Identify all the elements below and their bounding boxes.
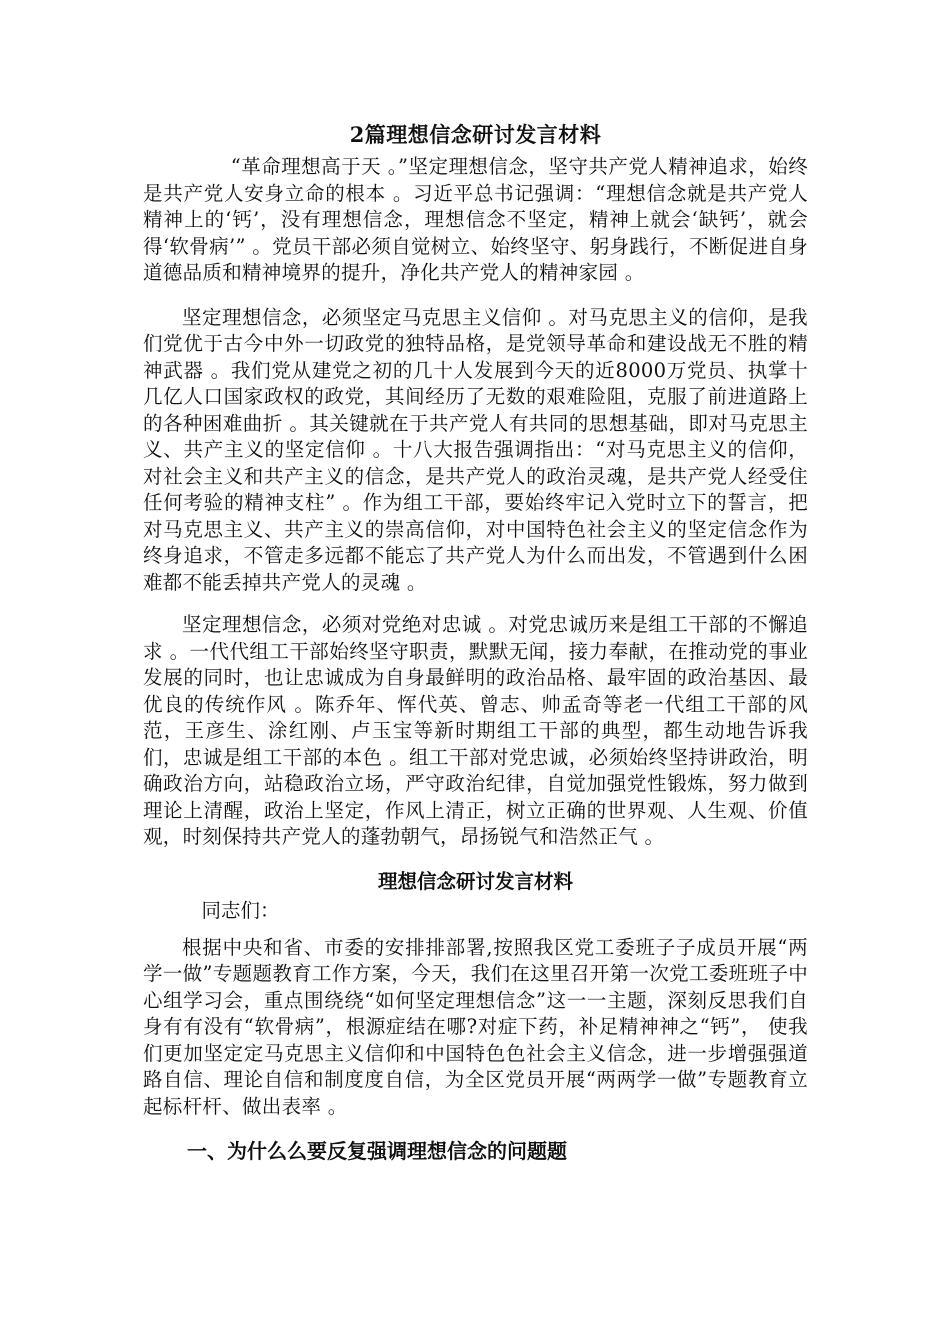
- paragraph-opening-remarks: 根据中央和省、市委的安排排部署,按照我区党工委班子子成员开展“两学一做”专题题教育工作方案，今天，我们在这里召开第一次党工委班班子中心组学习会，重点围绕绕“如何坚定理想信念”这一一主题，深刻反思我们自身有有没有“软骨病”，根源症结在哪?对症下药，补足精神神之“钙”， 使我们更加坚定定马克思主义信仰和中国特色色社会主义信念，进一步增强强道路自信、理论自信和制度度自信，为全区党员开展“两两学一做”专题教育立起标杆杆、做出表率 。: [143, 935, 808, 1118]
- document-title: 2篇理想信念研讨发言材料: [349, 122, 602, 147]
- paragraph-loyalty: 坚定理想信念，必须对党绝对忠诚 。对党忠诚历来是组工干部的不懈追求 。一代代组工干部始终坚守职责，默默无闻，接力奉献，在推动党的事业发展的同时，也让忠诚成为自身最鲜明的政治品格、最牢固的政治基因、最优良的传统作风 。陈乔年、恽代英、曾志、帅孟奇等老一代组工干部的风范，王彦生、涂红刚、卢玉宝等新时期组工干部的典型，都生动地告诉我们，忠诚是组工干部的本色 。组工干部对党忠诚，必须始终坚持讲政治，明确政治方向，站稳政治立场，严守政治纪律，自觉加强党性锻炼，努力做到理论上清醒，政治上坚定，作风上清正，树立正确的世界观、人生观、价值观，时刻保持共产党人的蓬勃朝气，昂扬锐气和浩然正气 。: [143, 613, 808, 848]
- paragraph-marxism-faith: 坚定理想信念，必须坚定马克思主义信仰 。对马克思主义的信仰，是我们党优于古今中外一切政党的独特品格，是党领导革命和建设战无不胜的精神武器 。我们党从建党之初的几十人发展到今天的近8000万党员、执掌十几亿人口国家政权的政党，其间经历了无数的艰难险阻，克服了前进道路上的各种困难曲折 。其关键就在于共产党人有共同的思想基础，即对马克思主义、共产主义的坚定信仰 。十八大报告强调指出：“对马克思主义的信仰，对社会主义和共产主义的信念，是共产党人的政治灵魂，是共产党人经受住任何考验的精神支柱” 。作为组工干部，要始终牢记入党时立下的誓言，把对马克思主义、共产主义的崇高信仰，对中国特色社会主义的坚定信念作为终身追求，不管走多远都不能忘了共产党人为什么而出发，不管遇到什么困难都不能丢掉共产党人的灵魂 。: [143, 305, 808, 594]
- section-heading-1: 一、为什么么要反复强调理想信念的问题题: [187, 1139, 567, 1163]
- second-article-title: 理想信念研讨发言材料: [377, 869, 573, 893]
- document-page: [143, 120, 808, 1166]
- salutation: 同志们：: [201, 898, 280, 922]
- paragraph-intro: “革命理想高于天 。”坚定理想信念，坚守共产党人精神追求，始终是共产党人安身立命的根本 。习近平总书记强调：“理想信念就是共产党人精神上的‘钙’，没有理想信念，理想信念不坚定，精神上就会‘缺钙’，就会得‘软骨病’” 。党员干部必须自觉树立、始终坚守、躬身践行，不断促进自身道德品质和精神境界的提升，净化共产党人的精神家园 。: [143, 155, 808, 284]
